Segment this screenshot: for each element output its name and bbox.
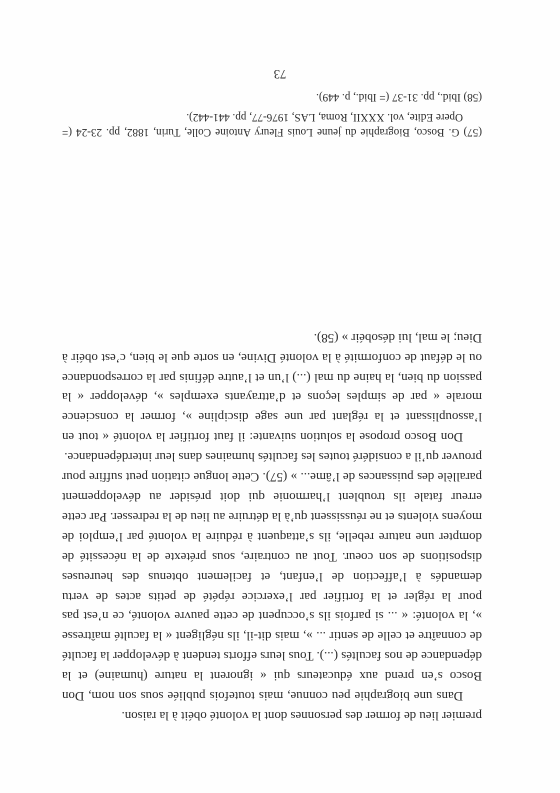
footnote-58: (58) Ibid., pp. 31-37 (= Ibid., p. 449). <box>316 91 482 104</box>
paragraph-1: premier lieu de former des personnes dont la volonté obéit à la raison. <box>121 709 482 723</box>
body-text <box>62 327 482 725</box>
paragraph-2: Dans une biographie peu connue, mais toutefois publiée sous son nom, Don Bosco s’en prend aux éducateurs qui « ignorent la nature (humaine) et la dépendance de nos facultés (...). Tous leurs efforts tendent à développer la faculté de connaître et celle de sentir ... », mais dit-il, ils négligent « la faculté maîtresse », la volonté: « ... si parfois ils s’occupent de cette pauvre volonté, ce n’est pas pour la régler et la fortifier par l’exercice répété de petits actes de vertu demandés à l’affection de l’enfant, et facilement obtenus des heureuses dispositions de son coeur. Tout au contraire, sous prétexte de la nécessité de dompter une nature rebelle, ils s’attaquent à réduire la volonté par l’emploi de moyens violents et ne réussissent qu’à la détruire au lieu de la redresser. Par cette erreur fatale ils troublent l’harmonie qui doit présider au développement parallèle des puissances de l’âme... » (57). Cette longue citation peut suffire pour prouver qu’il a considéré toutes les facultés humaines dans leur interdépendance. <box>62 450 482 704</box>
paragraph-3: Don Bosco propose la solution suivante: il faut fortifier la volonté « tout en l’assouplissant et la réglant par une sage discipline », former la conscience morale « par de simples leçons et d’attrayants exemples », développer « la passion du bien, la haine du mal (...) l’un et l’autre définis par la correspondance ou le défaut de conformité à la volonté Divine, en sorte que le bien, c’est obéir à Dieu; le mal, lui désobéir » (58). <box>62 330 482 445</box>
page-number: 73 <box>273 67 287 81</box>
footnotes <box>62 89 482 139</box>
footnote-57: (57) G. Bosco, Biographie du jeune Louis Fleury Antoine Colle, Turin, 1882, pp. 23-24 (= Opere Edite, vol. XXXII, Roma, LAS, 1976-77, pp. 441-442). <box>62 110 482 138</box>
